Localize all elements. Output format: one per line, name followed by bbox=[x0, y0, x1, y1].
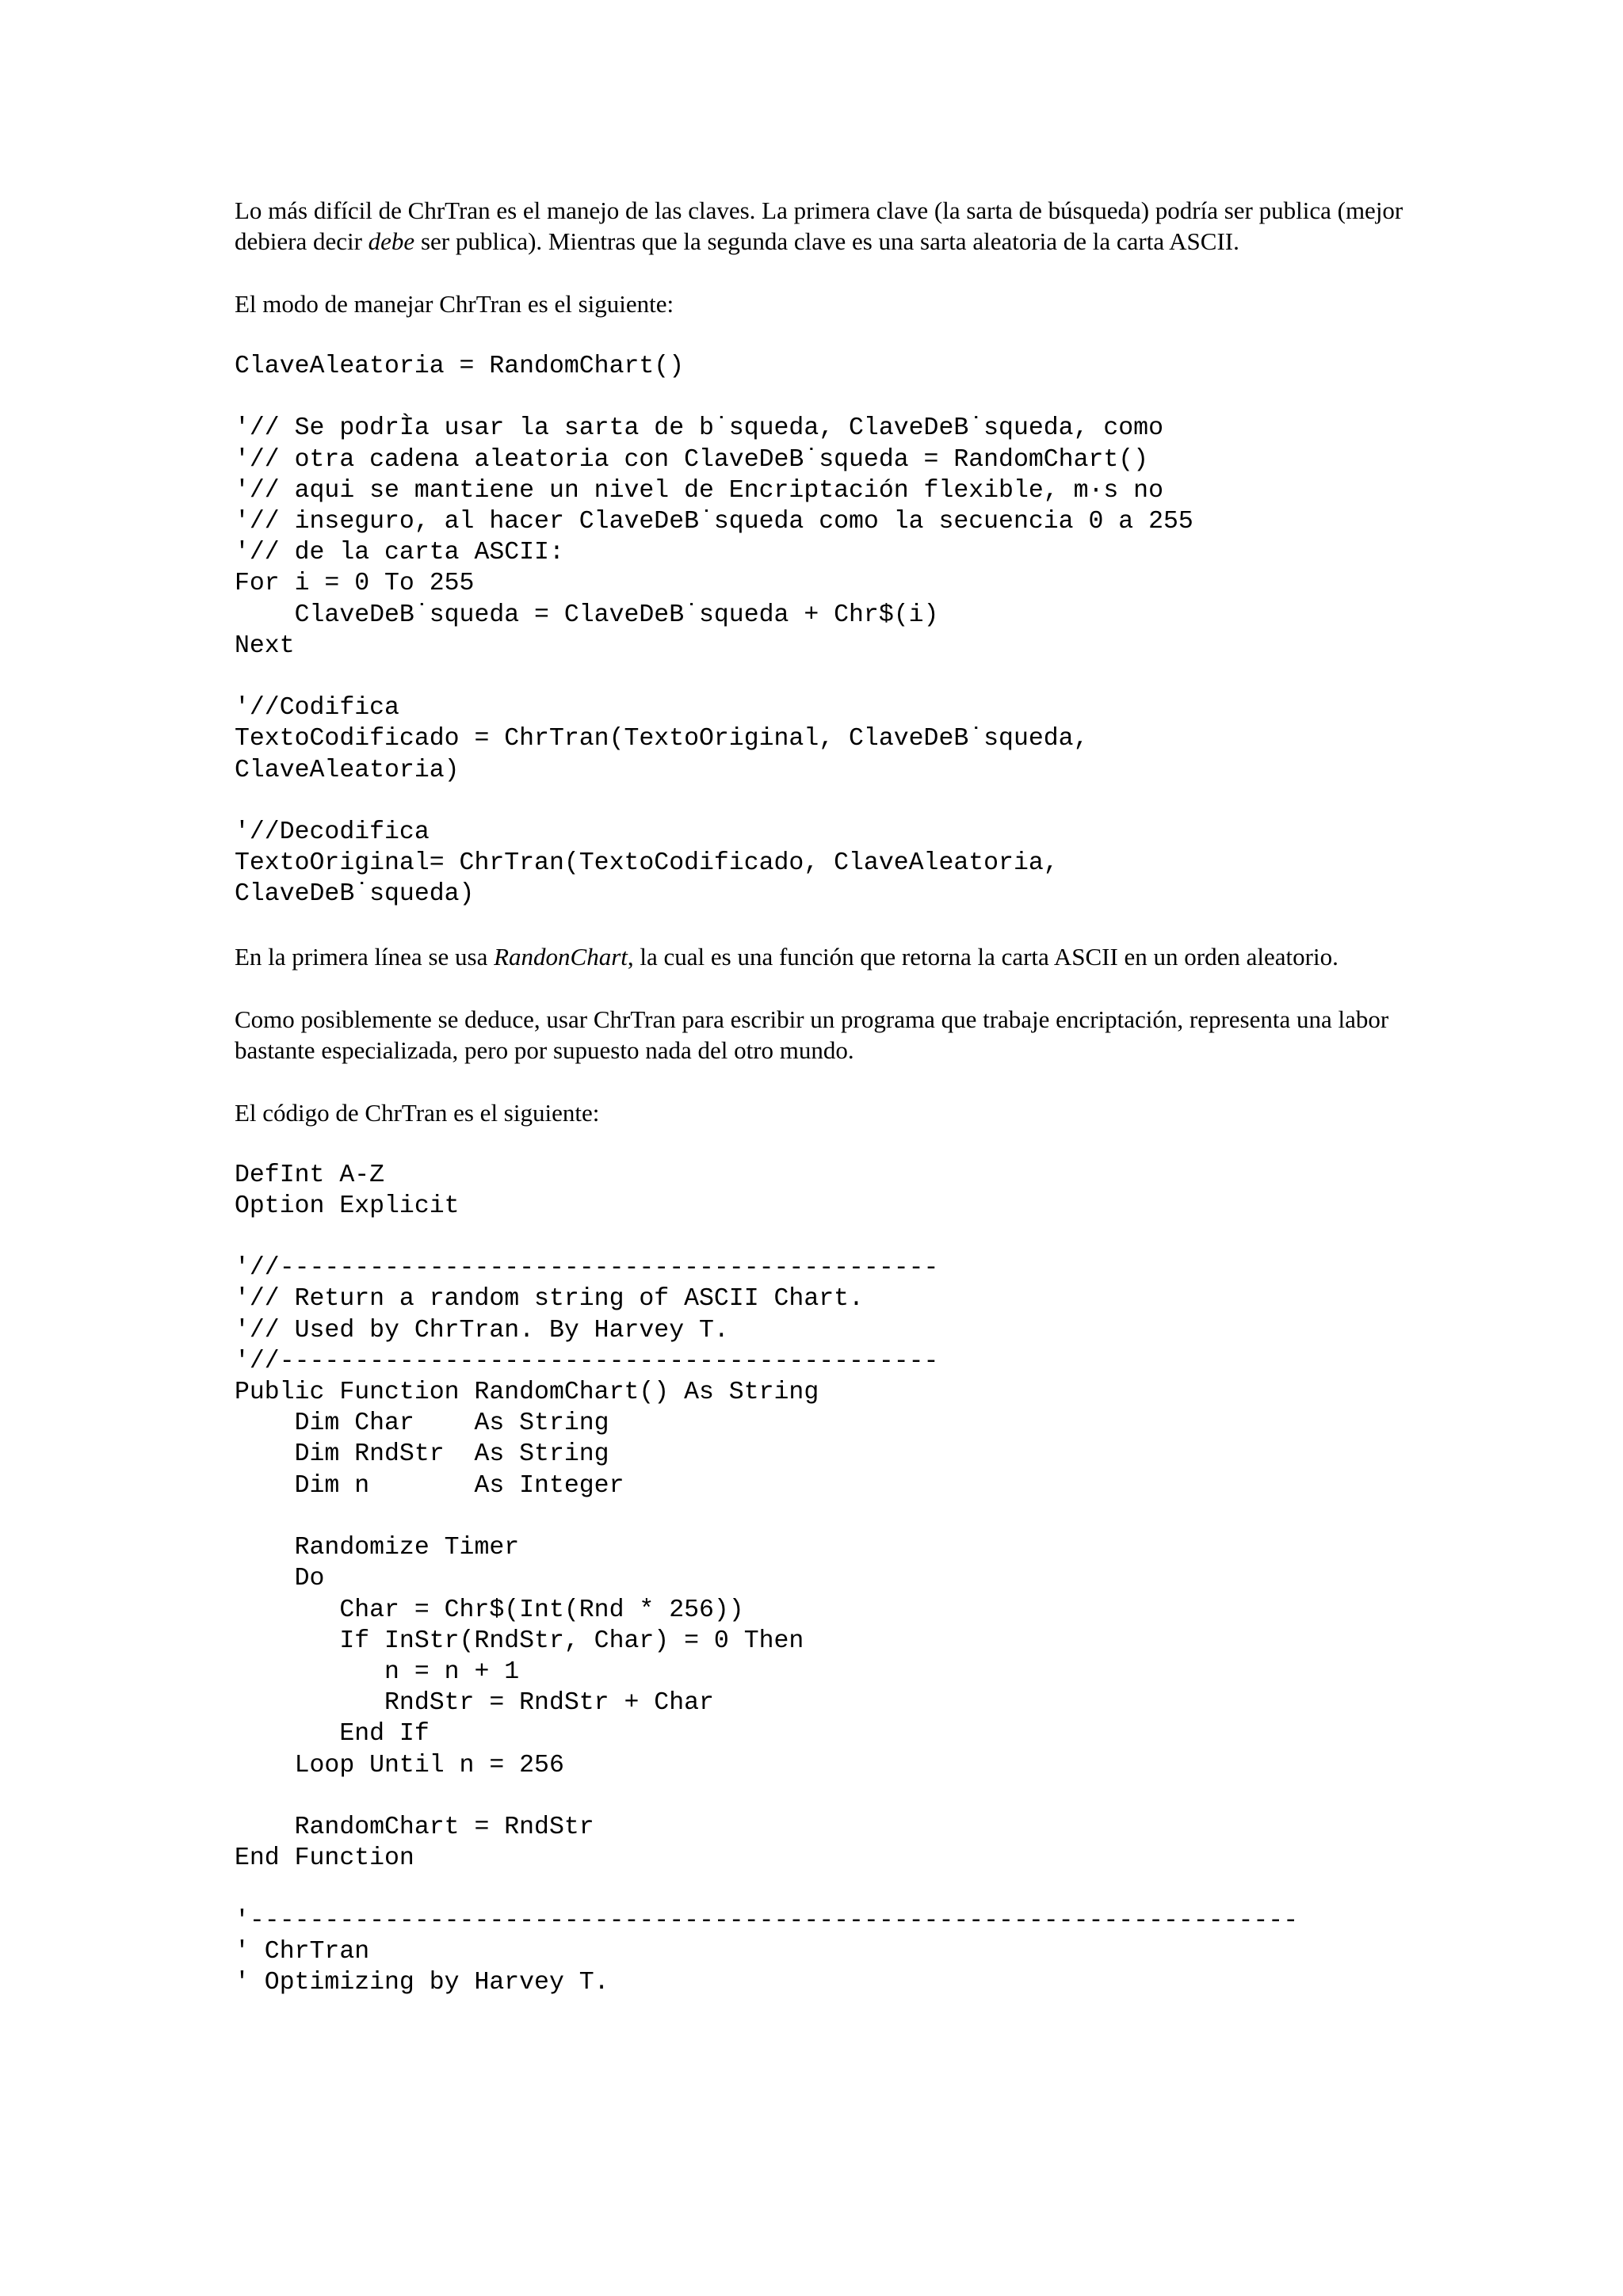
code-block-usage: ClaveAleatoria = RandomChart() '// Se podrÌa usar la sarta de b˙squeda, ClaveDeB˙squeda, como '// otra cadena aleatoria con ClaveDeB˙squeda = RandomChart() '// aqui se mantiene un nivel de Encriptación flexible, m·s no '// inseguro, al hacer ClaveDeB˙squeda como la secuencia 0 a 255 '// de la carta ASCII: For i = 0 To 255 ClaveDeB˙squeda = ClaveDeB˙squeda + Chr$(i) Next '//Codifica TextoCodificado = ChrTran(TextoOriginal, ClaveDeB˙squeda, ClaveAleatoria) '//Decodifica TextoOriginal= ChrTran(TextoCodificado, ClaveAleatoria, ClaveDeB˙squeda) bbox=[235, 353, 1193, 909]
code-intro-paragraph: El código de ChrTran es el siguiente: bbox=[235, 1098, 600, 1127]
intro-paragraph bbox=[235, 195, 1423, 257]
code-block-randomchart: DefInt A-Z Option Explicit '//-------------------------------------------- '// Return a random string of ASCII Chart. '// Used by ChrTran. By Harvey T. '//-------------------------------------------- Public Function RandomChart() As String Dim Char As String Dim RndStr As String Dim n As Integer Randomize Timer Do Char = Chr$(Int(Rnd * 256)) If InStr(RndStr, Char) = 0 Then n = n + 1 RndStr = RndStr + Char End If Loop Until n = 256 RandomChart = RndStr End Function '---------------------------------------------------------------------- ' ChrTran ' Optimizing by Harvey T. bbox=[235, 1161, 1299, 1997]
intro-emphasis: debe bbox=[368, 227, 415, 255]
intro-text-part-1: Lo más difícil de ChrTran es el manejo de las claves. La primera clave (la sarta de búsqueda) podría ser publica (mejor debiera decir bbox=[235, 196, 1403, 255]
randomchart-text-part-2: , la cual es una función que retorna la carta ASCII en un orden aleatorio. bbox=[627, 942, 1338, 971]
document-page bbox=[235, 195, 1423, 1998]
randomchart-emphasis: RandonChart bbox=[494, 942, 628, 971]
usage-heading-paragraph: El modo de manejar ChrTran es el siguiente: bbox=[235, 290, 674, 318]
intro-text-part-2: ser publica). Mientras que la segunda clave es una sarta aleatoria de la carta ASCII. bbox=[414, 227, 1239, 255]
deduction-paragraph: Como posiblemente se deduce, usar ChrTran para escribir un programa que trabaje encriptación, representa una labor bastante especializada, pero por supuesto nada del otro mundo. bbox=[235, 1005, 1389, 1064]
randomchart-paragraph bbox=[235, 941, 1423, 972]
randomchart-text-part-1: En la primera línea se usa bbox=[235, 942, 495, 971]
